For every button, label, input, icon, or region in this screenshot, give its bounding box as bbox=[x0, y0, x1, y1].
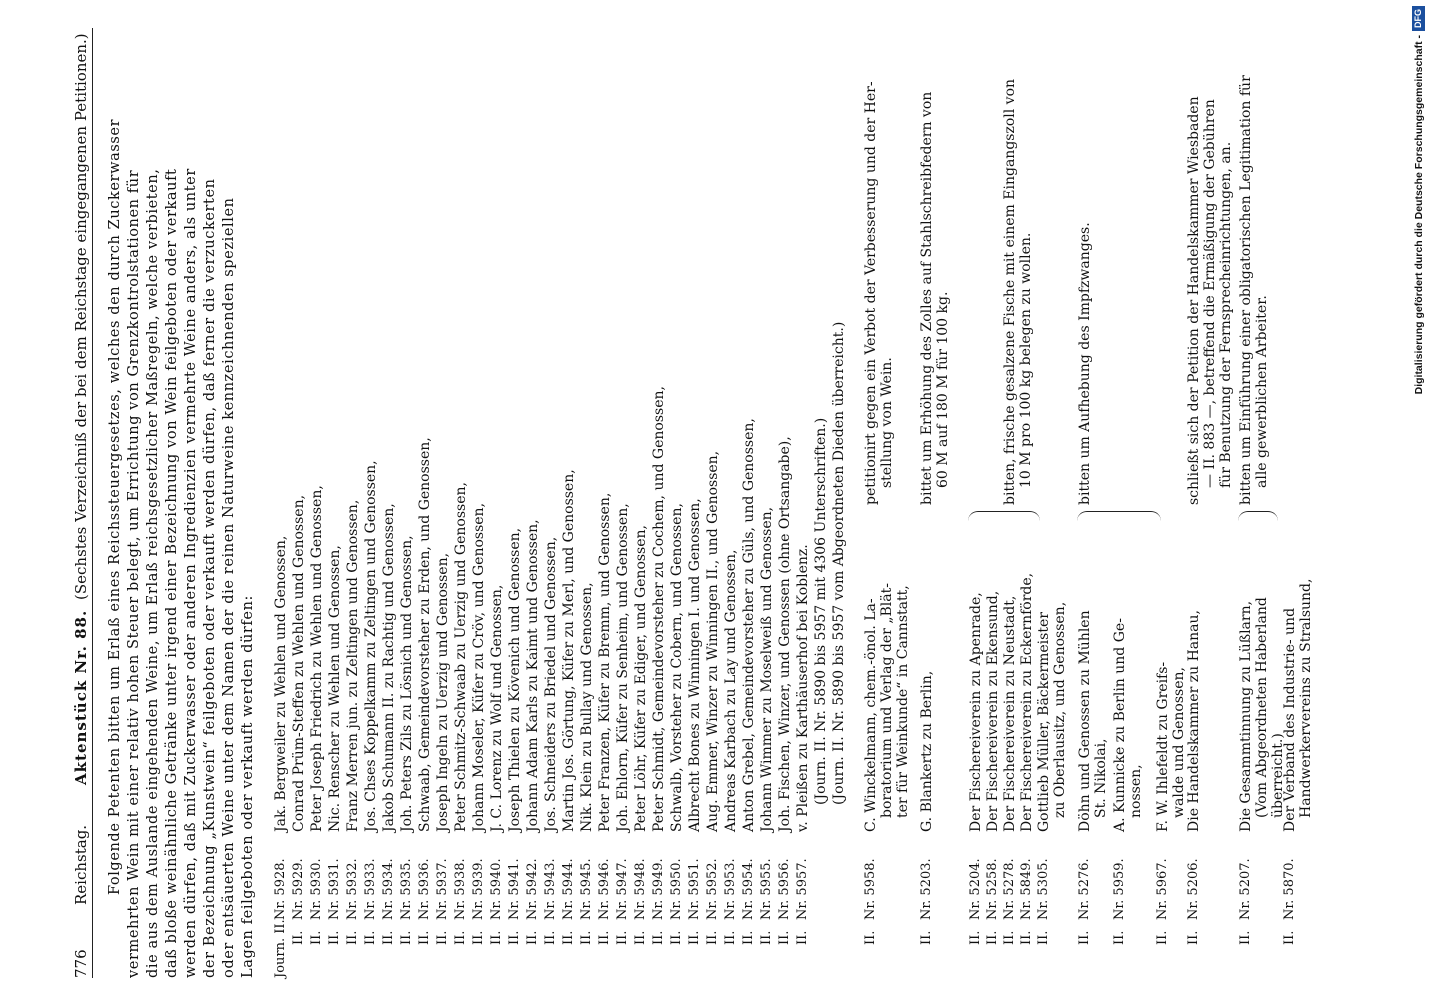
page-subtitle: (Sechstes Verzeichniß der bei dem Reichstage eingegangenen Petitionen.) bbox=[72, 33, 90, 600]
petitioner-name: F. W. Ihlefeldt zu Greifs- bbox=[1155, 661, 1171, 832]
page-title: Aktenstück Nr. 88. bbox=[72, 609, 90, 785]
petitioner-name: Der Fischereiverein zu Ekensund, bbox=[985, 590, 1001, 832]
journal-ref: II. bbox=[543, 930, 558, 945]
petitioner-name: C. Winckelmann, chem.-önol. La- bbox=[863, 598, 879, 832]
journal-ref: II. bbox=[561, 930, 576, 945]
journal-ref: II. bbox=[615, 930, 630, 945]
petition-request: — II. 883 —, betreffend die Ermäßigung der Gebühren bbox=[1202, 99, 1218, 488]
journal-ref: II. bbox=[669, 930, 684, 945]
petition-request: schließt sich der Petition der Handelskammer Wiesbaden bbox=[1186, 96, 1202, 505]
petitioner-name: (Vom Abgeordneten Haberland bbox=[1254, 597, 1270, 818]
petitioner-name: G. Blankertz zu Berlin, bbox=[919, 670, 935, 832]
intro-line: die aus dem Auslande eingehenden Weine, um Erlaß reichsgesetzlicher Maßregeln, welche verbieten, bbox=[145, 168, 161, 978]
petition-number: Nr. 5305. bbox=[1036, 858, 1051, 920]
petitioner-name: überreicht.) bbox=[1270, 733, 1286, 818]
petitioner-name: v. Pleißen zu Karthäuserhof bei Koblenz. bbox=[795, 544, 811, 832]
journal-ref: II. bbox=[705, 930, 720, 945]
petition-request: bitten um Aufhebung des Impfzwanges. bbox=[1077, 222, 1093, 505]
petition-number: Nr. 5945. bbox=[579, 858, 594, 920]
journal-ref: II. bbox=[919, 930, 934, 945]
journal-ref: II. bbox=[1282, 930, 1297, 945]
petition-number: Nr. 5930. bbox=[309, 858, 324, 920]
journal-ref: II. bbox=[1036, 930, 1051, 945]
petitioner-name: Peter Löhr, Küfer zu Ediger, und Genossen, bbox=[633, 525, 649, 832]
petitioner-name: Andreas Karbach zu Lay und Genossen, bbox=[723, 549, 739, 832]
petitioner-name: J. C. Lorenz zu Wolf und Genossen, bbox=[489, 584, 505, 832]
intro-line: daß bloße weinähnliche Getränke unter irgend einer Bezeichnung von Wein feilgeboten oder verkauft bbox=[164, 168, 180, 978]
petition-number: Nr. 5276. bbox=[1077, 858, 1092, 920]
petition-number: Nr. 5933. bbox=[363, 858, 378, 920]
petition-request: für Benutzung der Fernsprecheinrichtungen, an. bbox=[1218, 141, 1234, 488]
journal-ref: II. bbox=[309, 930, 324, 945]
journal-ref: II. bbox=[777, 930, 792, 945]
petitioner-name: Peter Franzen, Küfer zu Bremm, und Genossen, bbox=[597, 492, 613, 832]
petition-number: Nr. 5941. bbox=[507, 858, 522, 920]
journal-ref: II. bbox=[1002, 930, 1017, 945]
petition-number: Nr. 5951. bbox=[687, 858, 702, 920]
petition-number: Nr. 5947. bbox=[615, 858, 630, 920]
petitioner-name: Johann Wimmer zu Moselweiß und Genossen, bbox=[759, 506, 775, 832]
petitioner-name: Nik. Klein zu Bullay und Genossen, bbox=[579, 582, 595, 832]
petition-number: Nr. 5870. bbox=[1282, 858, 1297, 920]
petitioner-name: Gottlieb Müller, Bäckermeister bbox=[1036, 612, 1052, 832]
intro-line: oder entsäuerten Weine unter dem Namen der die reinen Naturweine kennzeichnenden speziellen bbox=[221, 197, 237, 978]
petition-number: Nr. 5849. bbox=[1019, 858, 1034, 920]
petitioner-name: Albrecht Bones zu Winningen I. und Genossen, bbox=[687, 498, 703, 832]
petition-number: Nr. 5957. bbox=[795, 858, 810, 920]
journal-ref: II. bbox=[1019, 930, 1034, 945]
petitioner-name: Jos. Schneiders zu Briedel und Genossen, bbox=[543, 536, 559, 832]
petitioner-name: nossen, bbox=[1128, 764, 1144, 818]
journal-ref: II. bbox=[741, 930, 756, 945]
intro-line: der Bezeichnung „Kunstwein“ feilgeboten oder verkauft werden dürfen, daß ferner die verzuckerten bbox=[202, 178, 218, 978]
petitioner-name: St. Nikolai, bbox=[1093, 738, 1109, 818]
petition-number: Nr. 5938. bbox=[453, 858, 468, 920]
petitioner-name: Handwerkervereins zu Stralsund, bbox=[1298, 578, 1314, 818]
petition-number: Nr. 5278. bbox=[1002, 858, 1017, 920]
group-note: (Journ. II. Nr. 5890 bis 5957 mit 4306 Unterschriften.) bbox=[813, 417, 829, 805]
intro-line: werden dürfen, daß mit Zuckerwasser oder anderen Ingredienzien vermehrte Weine anders, als unter bbox=[183, 168, 199, 978]
petition-number: Nr. 5953. bbox=[723, 858, 738, 920]
petition-request: bitten um Einführung einer obligatorischen Legitimation für bbox=[1238, 75, 1254, 505]
header-rule bbox=[92, 28, 93, 978]
journal-ref: II. bbox=[399, 930, 414, 945]
intro-line: vermehrten Wein mit einer relativ hohen Steuer belegt, um Errichtung von Grenzkontrolstationen für bbox=[126, 169, 142, 978]
petitioner-name: Peter Schmidt, Gemeindevorsteher zu Cochem, und Genossen, bbox=[651, 386, 667, 832]
petition-number: Nr. 5931. bbox=[327, 858, 342, 920]
petition-number: Nr. 5956. bbox=[777, 858, 792, 920]
journal-ref: II. bbox=[291, 930, 306, 945]
petition-number: Nr. 5204. bbox=[968, 858, 983, 920]
petition-number: Nr. 5203. bbox=[919, 858, 934, 920]
petition-number: Nr. 5967. bbox=[1155, 858, 1170, 920]
petitioner-name: Conrad Prüm-Steffen zu Wehlen und Genossen, bbox=[291, 494, 307, 832]
journal-ref: II. bbox=[968, 930, 983, 945]
group-note: (Journ. II. Nr. 5890 bis 5957 vom Abgeordneten Dieden überreicht.) bbox=[831, 321, 847, 805]
petition-number: Nr. 5942. bbox=[525, 858, 540, 920]
petition-number: Nr. 5948. bbox=[633, 858, 648, 920]
petition-number: Nr. 5936. bbox=[417, 858, 432, 920]
journal-ref: II. bbox=[507, 930, 522, 945]
petition-number: Nr. 5955. bbox=[759, 858, 774, 920]
petition-number: Nr. 5944. bbox=[561, 858, 576, 920]
petition-number: Nr. 5937. bbox=[435, 858, 450, 920]
petition-number: Nr. 5206. bbox=[1186, 858, 1201, 920]
petition-number: Nr. 5958. bbox=[863, 858, 878, 920]
intro-line: Folgende Petenten bitten um Erlaß eines Reichssteuergesetzes, welches den durch Zuckerwasser bbox=[107, 118, 123, 895]
petition-number: Nr. 5949. bbox=[651, 858, 666, 920]
petitioner-name: Der Fischereiverein zu Neustadt, bbox=[1002, 595, 1018, 832]
petition-number: Nr. 5952. bbox=[705, 858, 720, 920]
petitioner-name: Jos. Chses Koppelkamm zu Zeltingen und Genossen, bbox=[363, 460, 379, 832]
petitioner-name: Joh. Peters Zils zu Lösnich und Genossen, bbox=[399, 535, 415, 832]
petition-request: stellung von Wein. bbox=[879, 357, 895, 488]
petition-number: Nr. 5928. bbox=[273, 858, 288, 920]
petitioner-name: Der Fischereiverein zu Eckernförde, bbox=[1019, 572, 1035, 832]
petitioner-name: Jak. Bergweiler zu Wehlen und Genossen, bbox=[273, 535, 289, 832]
petitioner-name: Die Gesammtinnung zu Lüßlarn, bbox=[1238, 600, 1254, 832]
petition-number: Nr. 5932. bbox=[345, 858, 360, 920]
journal-ref: II. bbox=[471, 930, 486, 945]
journal-ref: II. bbox=[579, 930, 594, 945]
petition-request: bitten, frische gesalzene Fische mit einem Eingangszoll von bbox=[1002, 78, 1018, 505]
journal-ref: II. bbox=[597, 930, 612, 945]
petitioner-name: Johann Adam Karls zu Kaimt und Genossen, bbox=[525, 519, 541, 832]
petitioner-name: walde und Genossen, bbox=[1171, 667, 1187, 818]
journal-name: Reichstag. bbox=[72, 824, 90, 905]
petitioner-name: Die Handelskammer zu Hanau, bbox=[1186, 610, 1202, 832]
petitioner-name: Schwalb, Vorsteher zu Cobern, und Genossen, bbox=[669, 503, 685, 832]
journal-ref: II. bbox=[633, 930, 648, 945]
journal-ref: II. bbox=[795, 930, 810, 945]
petition-number: Nr. 5939. bbox=[471, 858, 486, 920]
journal-ref: II. bbox=[363, 930, 378, 945]
journal-ref: II. bbox=[1238, 930, 1253, 945]
journal-ref: II. bbox=[863, 930, 878, 945]
petitioner-name: Johann Moseler, Küfer zu Cröv, und Genossen, bbox=[471, 502, 487, 832]
journal-ref: II. bbox=[1186, 930, 1201, 945]
petition-number: Nr. 5946. bbox=[597, 858, 612, 920]
petition-request: 10 M pro 100 kg belegen zu wollen. bbox=[1018, 232, 1034, 488]
page-number: 776 bbox=[72, 949, 90, 978]
petitioner-name: Joh. Ehlorn, Küfer zu Senheim, und Genossen, bbox=[615, 503, 631, 832]
journal-ref: Journ. II. bbox=[273, 919, 288, 978]
journal-ref: II. bbox=[651, 930, 666, 945]
petitioner-name: Martin Jos. Görtung, Küfer zu Merl, und Genossen, bbox=[561, 469, 577, 832]
petitioner-name: A. Kunnicke zu Berlin und Ge- bbox=[1112, 618, 1128, 832]
petition-request: 60 M auf 180 M für 100 kg. bbox=[935, 291, 951, 488]
dfg-logo: DFG bbox=[1412, 6, 1425, 31]
petitioner-name: Franz Merren jun. zu Zeltingen und Genossen, bbox=[345, 499, 361, 832]
brace-fischerei bbox=[968, 511, 1040, 522]
petition-number: Nr. 5950. bbox=[669, 858, 684, 920]
petition-number: Nr. 5934. bbox=[381, 858, 396, 920]
petitioner-name: Aug. Emmer, Winzer zu Winningen II., und Genossen, bbox=[705, 450, 721, 832]
petitioner-name: Joh. Fischen, Winzer, und Genossen (ohne Ortsangabe), bbox=[777, 436, 793, 832]
petitioner-name: Anton Grebel, Gemeindevorsteher zu Güls, und Genossen, bbox=[741, 418, 757, 832]
petition-number: Nr. 5954. bbox=[741, 858, 756, 920]
journal-ref: II. bbox=[345, 930, 360, 945]
journal-ref: II. bbox=[723, 930, 738, 945]
journal-ref: II. bbox=[985, 930, 1000, 945]
petitioner-name: Joseph Thielen zu Kövenich und Genossen, bbox=[507, 527, 523, 832]
journal-ref: II. bbox=[525, 930, 540, 945]
footer-credit: Digitalisierung gefördert durch die Deutsche Forschungsgemeinschaft - bbox=[1412, 35, 1425, 395]
petitioner-name: Der Fischereiverein zu Apenrade, bbox=[968, 592, 984, 832]
petition-number: Nr. 5207. bbox=[1238, 858, 1253, 920]
journal-ref: II. bbox=[1112, 930, 1127, 945]
petition-request: bittet um Erhöhung des Zolles auf Stahlschreibfedern von bbox=[919, 91, 935, 505]
petition-request: alle gewerblichen Arbeiter. bbox=[1254, 295, 1270, 488]
petitioner-name: Jakob Schumann II. zu Rachtig und Genossen, bbox=[381, 503, 397, 832]
petitioner-name: Nic. Renscher zu Wehlen und Genossen, bbox=[327, 545, 343, 832]
journal-ref: II. bbox=[327, 930, 342, 945]
journal-ref: II. bbox=[687, 930, 702, 945]
petitioner-name: Peter Joseph Friedrich zu Wehlen und Genossen, bbox=[309, 485, 325, 832]
brace-gewerbe bbox=[1238, 511, 1278, 522]
journal-ref: II. bbox=[417, 930, 432, 945]
petitioner-name: boratorium und Verlag der „Blät- bbox=[879, 583, 895, 818]
intro-line: Lagen feilgeboten oder verkauft werden dürfen: bbox=[240, 594, 256, 978]
journal-ref: II. bbox=[489, 930, 504, 945]
petitioner-name: Joseph Ingeln zu Uerzig und Genossen, bbox=[435, 552, 451, 832]
petitioner-name: ter für Weinkunde“ in Cannstatt, bbox=[895, 585, 911, 818]
petition-number: Nr. 5959. bbox=[1112, 858, 1127, 920]
petitioner-name: zu Oberlausitz, und Genossen, bbox=[1052, 601, 1068, 818]
journal-ref: II. bbox=[453, 930, 468, 945]
journal-ref: II. bbox=[759, 930, 774, 945]
journal-ref: II. bbox=[435, 930, 450, 945]
brace-impfzwang bbox=[1077, 511, 1161, 522]
journal-ref: II. bbox=[1077, 930, 1092, 945]
journal-ref: II. bbox=[381, 930, 396, 945]
petitioner-name: Der Verband des Industrie- und bbox=[1282, 607, 1298, 832]
petitioner-name: Peter Schmitz-Schwaab zu Uerzig und Genossen, bbox=[453, 482, 469, 832]
petition-request: petitionirt gegen ein Verbot der Verbesserung und der Her- bbox=[863, 81, 879, 505]
petition-number: Nr. 5940. bbox=[489, 858, 504, 920]
petitioner-name: Döhn und Genossen zu Mühlen bbox=[1077, 610, 1093, 832]
journal-ref: II. bbox=[1155, 930, 1170, 945]
petition-number: Nr. 5258. bbox=[985, 858, 1000, 920]
petition-number: Nr. 5929. bbox=[291, 858, 306, 920]
petition-number: Nr. 5943. bbox=[543, 858, 558, 920]
footer-strip bbox=[1405, 0, 1432, 1000]
petition-number: Nr. 5935. bbox=[399, 858, 414, 920]
petitioner-name: Schwaab, Gemeindevorsteher zu Erden, und Genossen, bbox=[417, 437, 433, 832]
